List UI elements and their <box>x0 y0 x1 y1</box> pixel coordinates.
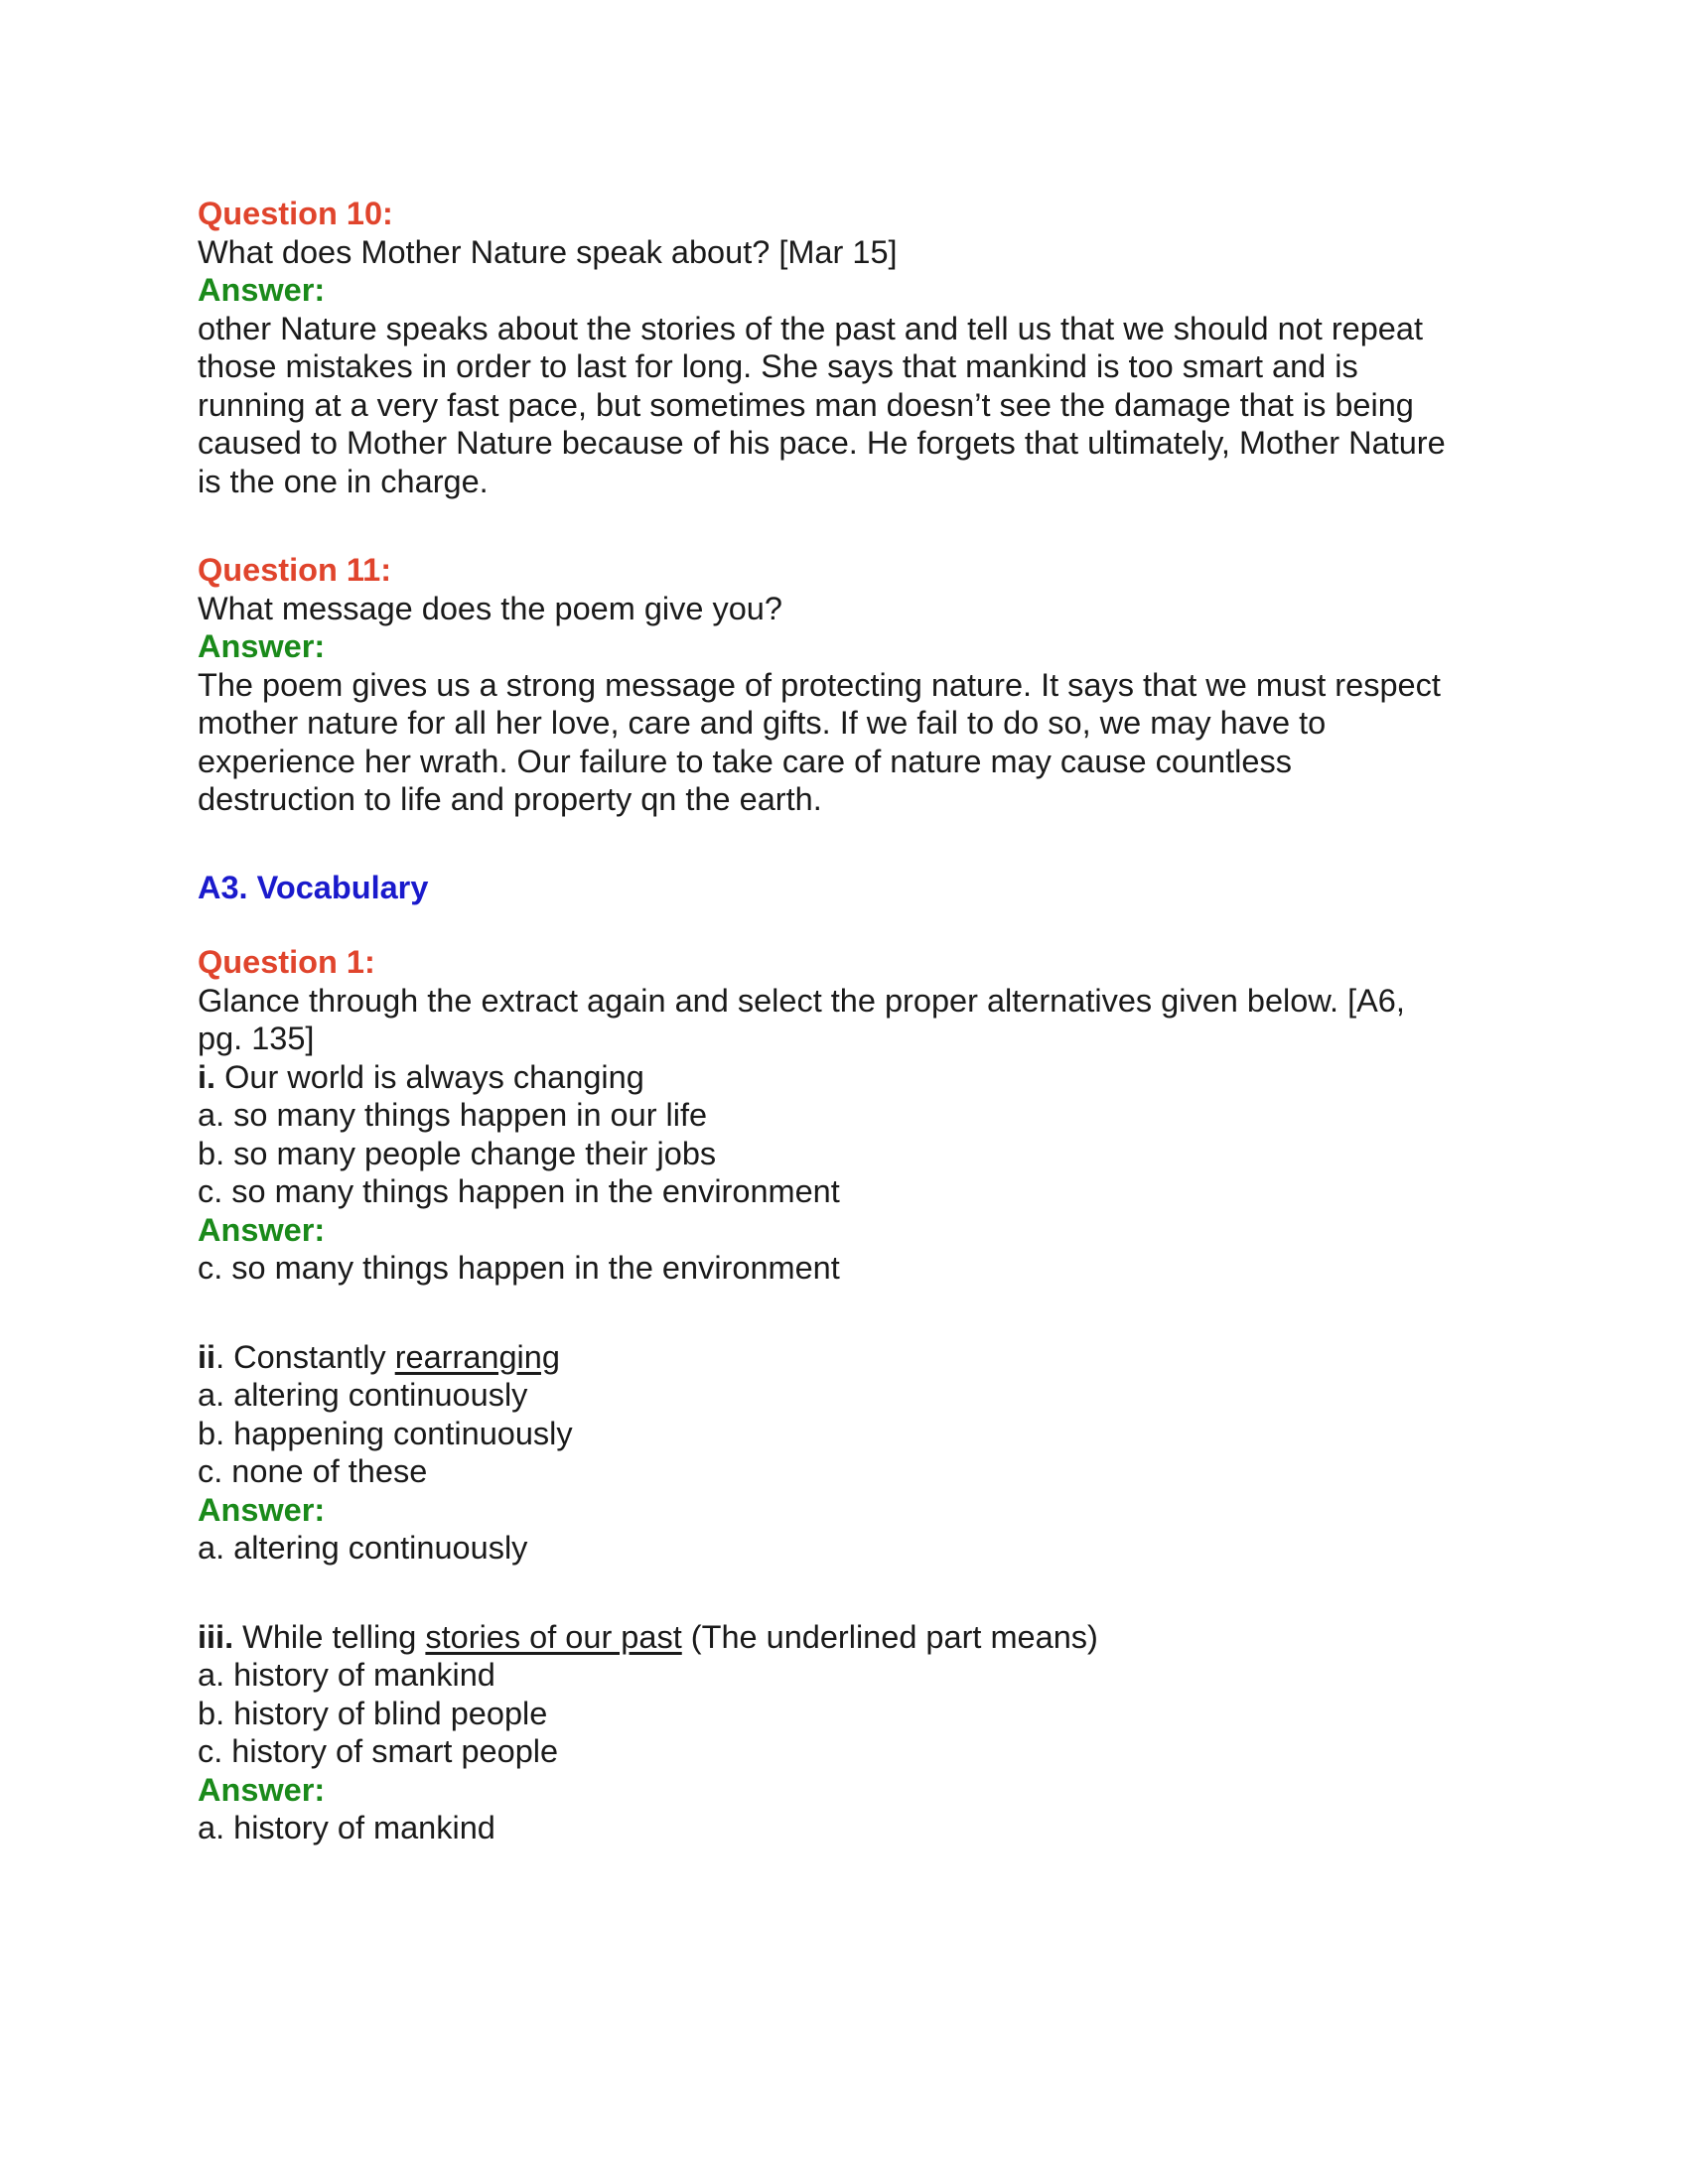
answer-line: experience her wrath. Our failure to take care of nature may cause countless <box>198 743 1292 779</box>
answer-iii-text: a. history of mankind <box>198 1810 495 1845</box>
underlined-phrase: stories of our past <box>425 1618 682 1655</box>
question-11-label: Question 11: <box>198 552 392 588</box>
question-10-text: What does Mother Nature speak about? [Mar 15] <box>198 233 898 270</box>
answer-line: other Nature speaks about the stories of the past and tell us that we should not repeat <box>198 310 1423 346</box>
answer-10-text <box>198 310 1508 501</box>
subquestion-iii <box>198 1618 1508 1657</box>
answer-line: The poem gives us a strong message of protecting nature. It says that we must respect <box>198 666 1441 703</box>
answer-ii-text: a. altering continuously <box>198 1530 528 1566</box>
option-item: c. history of smart people <box>198 1733 559 1769</box>
question-11-text: What message does the poem give you? <box>198 590 782 626</box>
answer-line: is the one in charge. <box>198 463 489 499</box>
answer-ii-label: Answer: <box>198 1491 326 1528</box>
option-item: a. history of mankind <box>198 1657 495 1693</box>
answer-line: destruction to life and property qn the earth. <box>198 781 822 817</box>
option-item: b. so many people change their jobs <box>198 1135 717 1171</box>
question-10-label: Question 10: <box>198 196 393 231</box>
option-item: c. none of these <box>198 1453 428 1489</box>
option-item: a. altering continuously <box>198 1377 528 1413</box>
answer-11-label: Answer: <box>198 628 326 664</box>
answer-i-text: c. so many things happen in the environment <box>198 1250 840 1286</box>
subquestion-iii-suffix: (The underlined part means) <box>681 1618 1098 1655</box>
answer-line: mother nature for all her love, care and gifts. If we fail to do so, we may have to <box>198 705 1327 741</box>
vocab-question-1-text: Glance through the extract again and select the proper alternatives given below. [A6, <box>198 982 1405 1019</box>
answer-line: running at a very fast pace, but sometimes man doesn’t see the damage that is being <box>198 386 1414 423</box>
subquestion-ii-text: . Constantly <box>215 1338 395 1375</box>
vocab-question-1-text: pg. 135] <box>198 1021 315 1056</box>
option-item: a. so many things happen in our life <box>198 1097 708 1133</box>
answer-11-text <box>198 666 1508 819</box>
answer-i-label: Answer: <box>198 1211 326 1248</box>
subquestion-i-number: i. <box>198 1058 216 1095</box>
answer-10-label: Answer: <box>198 272 326 308</box>
answer-iii-label: Answer: <box>198 1771 326 1808</box>
subquestion-i <box>198 1058 1508 1097</box>
option-item: b. happening continuously <box>198 1415 573 1451</box>
section-title: A3. Vocabulary <box>198 869 429 905</box>
subquestion-i-text: Our world is always changing <box>215 1058 644 1095</box>
option-item: b. history of blind people <box>198 1695 548 1731</box>
answer-line: caused to Mother Nature because of his pace. He forgets that ultimately, Mother Nature <box>198 425 1446 461</box>
subquestion-iii-number: iii. <box>198 1618 234 1655</box>
vocab-question-1-label: Question 1: <box>198 944 375 980</box>
subquestion-ii <box>198 1338 1508 1377</box>
document-page <box>198 195 1508 1847</box>
subquestion-iii-text: While telling <box>233 1618 426 1655</box>
answer-line: those mistakes in order to last for long. She says that mankind is too smart and is <box>198 348 1358 384</box>
underlined-word: rearranging <box>394 1338 560 1375</box>
subquestion-ii-number: ii <box>198 1338 216 1375</box>
option-item: c. so many things happen in the environment <box>198 1173 840 1209</box>
